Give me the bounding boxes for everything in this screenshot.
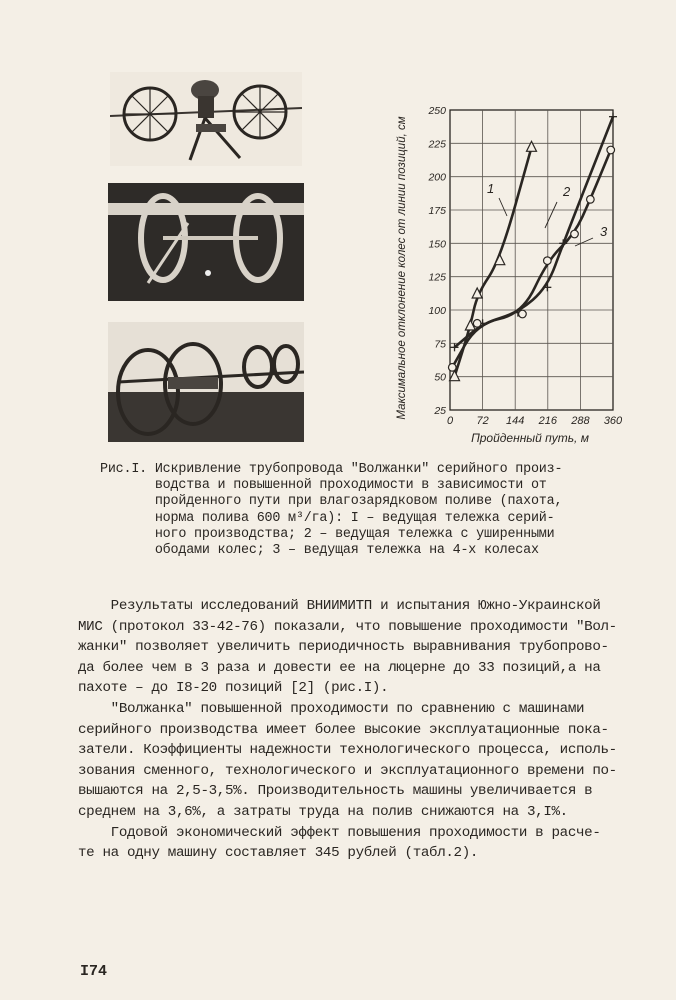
series-3-point [607,146,615,154]
body-line: да более чем в 3 раза и довести ее на люцерне до 33 позиций,а на [78,659,601,676]
series-3-point [473,320,481,328]
body-text [78,596,658,864]
body-line: Годовой экономический эффект повышения проходимости в расче- [78,824,601,841]
body-line: пахоте – до I8-20 позиций [2] (рис.I). [78,680,389,697]
wheel-closeup-photo [108,183,304,301]
machine-overview-photo [110,72,302,166]
wheel-closeup-sketch [108,183,304,301]
y-tick-label: 175 [428,205,446,217]
series-3-point [448,364,456,372]
x-tick-label: 360 [603,415,623,427]
y-tick-label: 75 [434,338,446,351]
chart [395,78,645,458]
series-1-point [450,371,460,381]
chart-series [448,113,617,381]
figure-caption [100,462,640,559]
y-tick-label: 150 [428,238,446,251]
series-label-1: 1 [487,181,495,196]
chart-frame [450,110,613,410]
series-label-leader [545,202,557,228]
x-tick-label: 216 [538,415,557,427]
series-label-3: 3 [600,224,608,239]
y-tick-label: 200 [428,171,446,184]
caption-line: ного производства; 2 – ведущая тележка с уширенными [100,526,555,542]
four-wheel-cart-sketch [108,322,304,442]
series-2-point [609,113,617,121]
body-line: затели. Коэффициенты надежности технологического процесса, исполь- [78,742,617,759]
body-line: среднем на 3,6%, а затраты труда на полив снижаются на 3,I%. [78,803,568,820]
series-3-point [519,310,527,318]
body-line: зования сменного, технологического и эксплуатационного времени по- [78,762,617,779]
chart-y-label: Максимальное отклонение колес от линии позиций, см [396,116,408,420]
caption-line: норма полива 600 м³/га): I – ведущая тележка серий- [100,510,555,526]
caption-line: ободами колес; 3 – ведущая тележка на 4-х колесах [100,543,539,559]
caption-line: Рис.I. Искривление трубопровода "Волжанки" серийного произ- [100,462,563,477]
body-line: серийного производства имеет более высокие эксплуатационные пока- [78,721,609,738]
body-line: Результаты исследований ВНИИМИТП и испытания Южно-Украинской [78,598,601,614]
series-3-point [544,257,552,265]
y-tick-label: 250 [428,105,446,117]
series-label-2: 2 [563,184,571,199]
y-tick-label: 125 [428,271,446,284]
body-line: те на одну машину составляет 345 рублей (табл.2). [78,845,479,862]
caption-line: пройденного пути при влагозарядковом поливе (пахота, [100,494,563,510]
y-tick-label: 50 [434,371,446,384]
caption-line: водства и повышенной проходимости в зависимости от [100,478,547,494]
body-line: МИС (протокол 33-42-76) показали, что повышение проходимости "Вол- [78,618,617,635]
machine-overview-sketch [110,72,302,166]
y-tick-label: 100 [428,305,446,317]
body-line: вышаются на 2,5-3,5%. Производительность машины увеличивается в [78,783,593,800]
body-line: "Волжанка" повышенной проходимости по сравнению с машинами [78,700,585,717]
series-label-leader [499,198,507,216]
chart-x-label: Пройденный путь, м [471,431,589,445]
four-wheel-cart-photo [108,322,304,442]
chart-svg [395,78,645,458]
body-line: жанки" позволяет увеличить периодичность выравнивания трубопрово- [78,639,609,656]
y-tick-label: 25 [434,405,446,417]
x-tick-label: 288 [571,415,590,427]
series-3-point [571,230,579,238]
y-tick-label: 225 [428,138,446,151]
series-3-point [587,196,595,204]
x-tick-label: 0 [446,415,454,427]
x-tick-label: 144 [506,415,525,427]
series-1-point [527,141,537,151]
x-tick-label: 72 [476,415,489,427]
chart-grid [450,110,613,410]
page-number: I74 [80,963,108,980]
series-label-leader [575,238,593,246]
